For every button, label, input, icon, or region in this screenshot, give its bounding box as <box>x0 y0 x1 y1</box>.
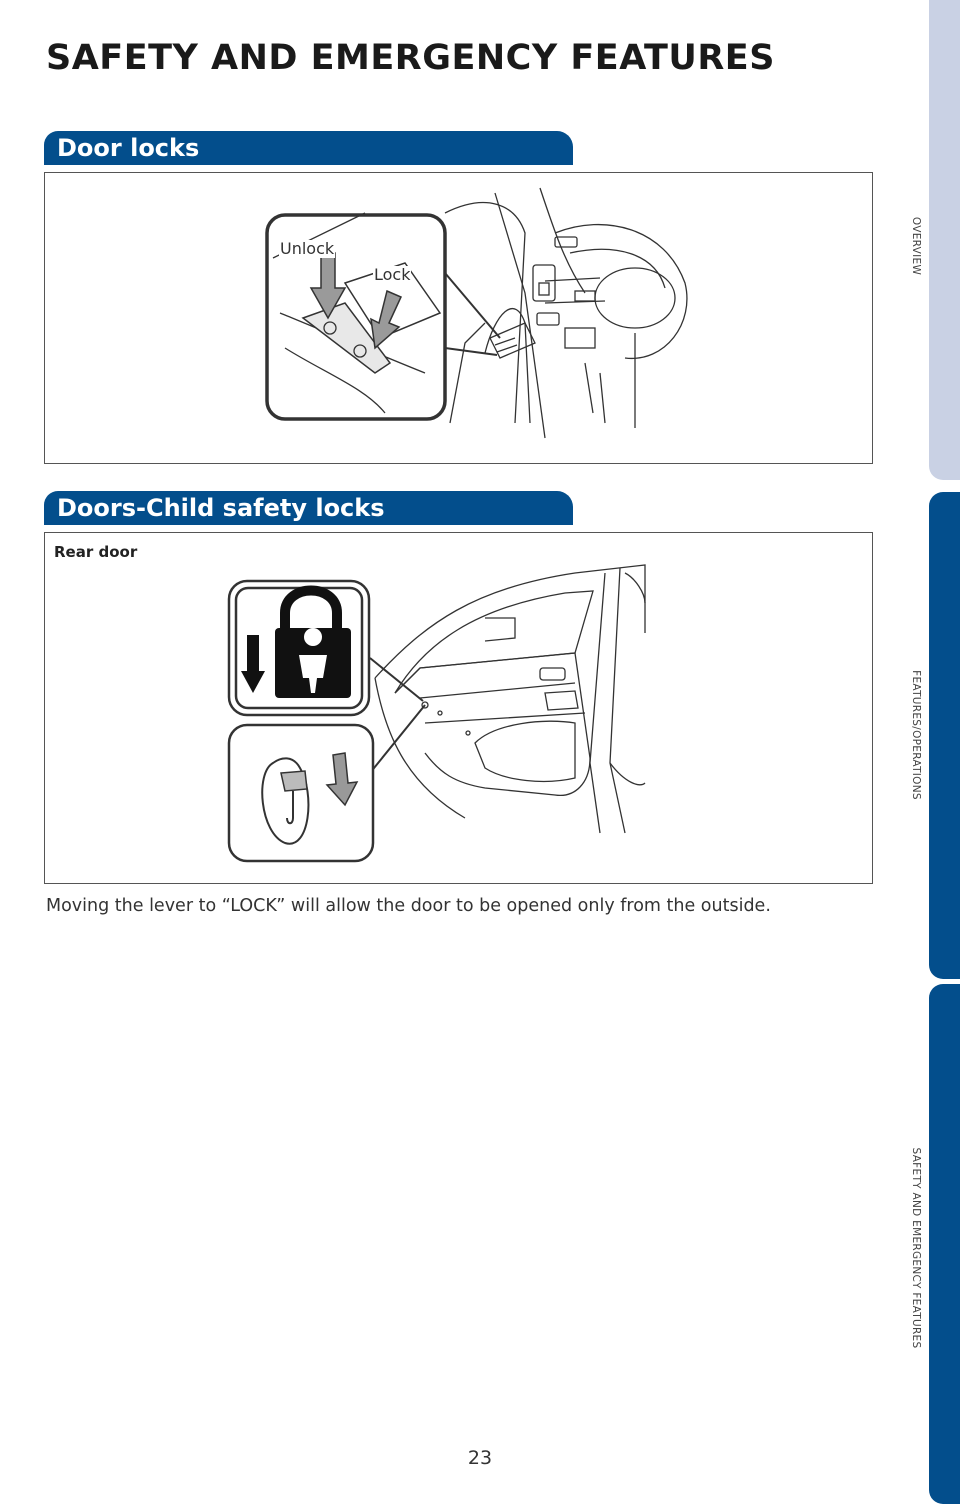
side-tab-safety-emergency[interactable] <box>929 984 960 1504</box>
page-number: 23 <box>467 1447 493 1469</box>
side-label-features-operations-text: FEATURES/OPERATIONS <box>910 670 922 800</box>
lock-callout: Lock <box>374 265 411 284</box>
door-locks-figure <box>44 172 873 464</box>
side-label-overview-text: OVERVIEW <box>910 216 922 276</box>
side-tab-overview[interactable] <box>929 0 960 480</box>
child-locks-figure <box>44 532 873 884</box>
rear-door-illustration <box>45 533 873 884</box>
figure-caption-rear-door: Rear door <box>54 543 138 561</box>
section-heading-child-locks: Doors-Child safety locks <box>44 491 573 525</box>
door-locks-illustration <box>45 173 873 464</box>
unlock-callout: Unlock <box>280 239 335 258</box>
side-tab-features-operations[interactable] <box>929 492 960 979</box>
page-title: SAFETY AND EMERGENCY FEATURES <box>46 38 775 78</box>
side-label-safety-emergency-text: SAFETY AND EMERGENCY FEATURES <box>910 1147 922 1349</box>
child-lock-description: Moving the lever to “LOCK” will allow the door to be opened only from the outside. <box>46 896 771 916</box>
section-heading-door-locks: Door locks <box>44 131 573 165</box>
